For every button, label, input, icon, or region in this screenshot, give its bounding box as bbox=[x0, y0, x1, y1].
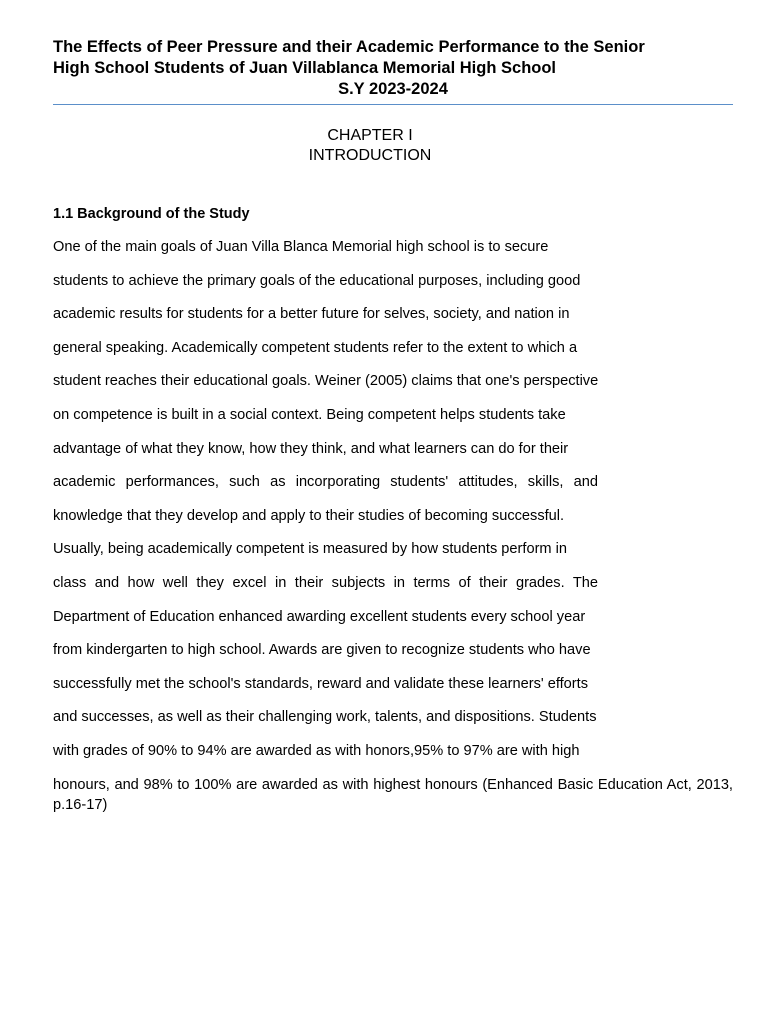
paragraph-line: Department of Education enhanced awarding excellent students every school year bbox=[53, 608, 586, 625]
document-header bbox=[53, 37, 733, 100]
header-title-line-1: The Effects of Peer Pressure and their Academic Performance to the Senior bbox=[53, 38, 645, 56]
paragraph-line: Usually, being academically competent is measured by how students perform in bbox=[53, 541, 568, 558]
paragraph-line: advantage of what they know, how they think, and what learners can do for their bbox=[53, 440, 569, 457]
paragraph-line: on competence is built in a social context. Being competent helps students take bbox=[53, 406, 566, 423]
paragraph-line: knowledge that they develop and apply to their studies of becoming successful. bbox=[53, 507, 565, 524]
chapter-title: INTRODUCTION bbox=[308, 147, 432, 164]
paragraph-final-lines: honours, and 98% to 100% are awarded as with highest honours (Enhanced Basic Education Act, 2013, p.16-17) bbox=[53, 776, 733, 813]
body-paragraph bbox=[53, 237, 733, 815]
paragraph-line: class and how well they excel in their subjects in terms of their grades. The bbox=[53, 574, 598, 591]
paragraph-line: student reaches their educational goals. Weiner (2005) claims that one's perspective bbox=[53, 373, 599, 390]
paragraph-line: from kindergarten to high school. Awards are given to recognize students who have bbox=[53, 642, 591, 659]
paragraph-line: students to achieve the primary goals of the educational purposes, including good bbox=[53, 272, 581, 289]
chapter-heading bbox=[53, 126, 687, 166]
paragraph-line: One of the main goals of Juan Villa Blanca Memorial high school is to secure bbox=[53, 239, 549, 255]
chapter-number: CHAPTER I bbox=[327, 127, 413, 144]
section-heading: 1.1 Background of the Study bbox=[53, 206, 250, 222]
paragraph-line: general speaking. Academically competent students refer to the extent to which a bbox=[53, 339, 578, 356]
paragraph-line: successfully met the school's standards, reward and validate these learners' efforts bbox=[53, 675, 589, 692]
paragraph-line: academic results for students for a better future for selves, society, and nation in bbox=[53, 306, 570, 323]
paragraph-line: academic performances, such as incorporating students' attitudes, skills, and bbox=[53, 474, 598, 491]
header-school-year: S.Y 2023-2024 bbox=[338, 80, 448, 98]
paragraph-line: with grades of 90% to 94% are awarded as with honors,95% to 97% are with high bbox=[53, 742, 580, 759]
header-divider bbox=[53, 104, 733, 105]
header-title-line-2: High School Students of Juan Villablanca Memorial High School bbox=[53, 59, 557, 77]
paragraph-line: and successes, as well as their challenging work, talents, and dispositions. Students bbox=[53, 709, 597, 726]
